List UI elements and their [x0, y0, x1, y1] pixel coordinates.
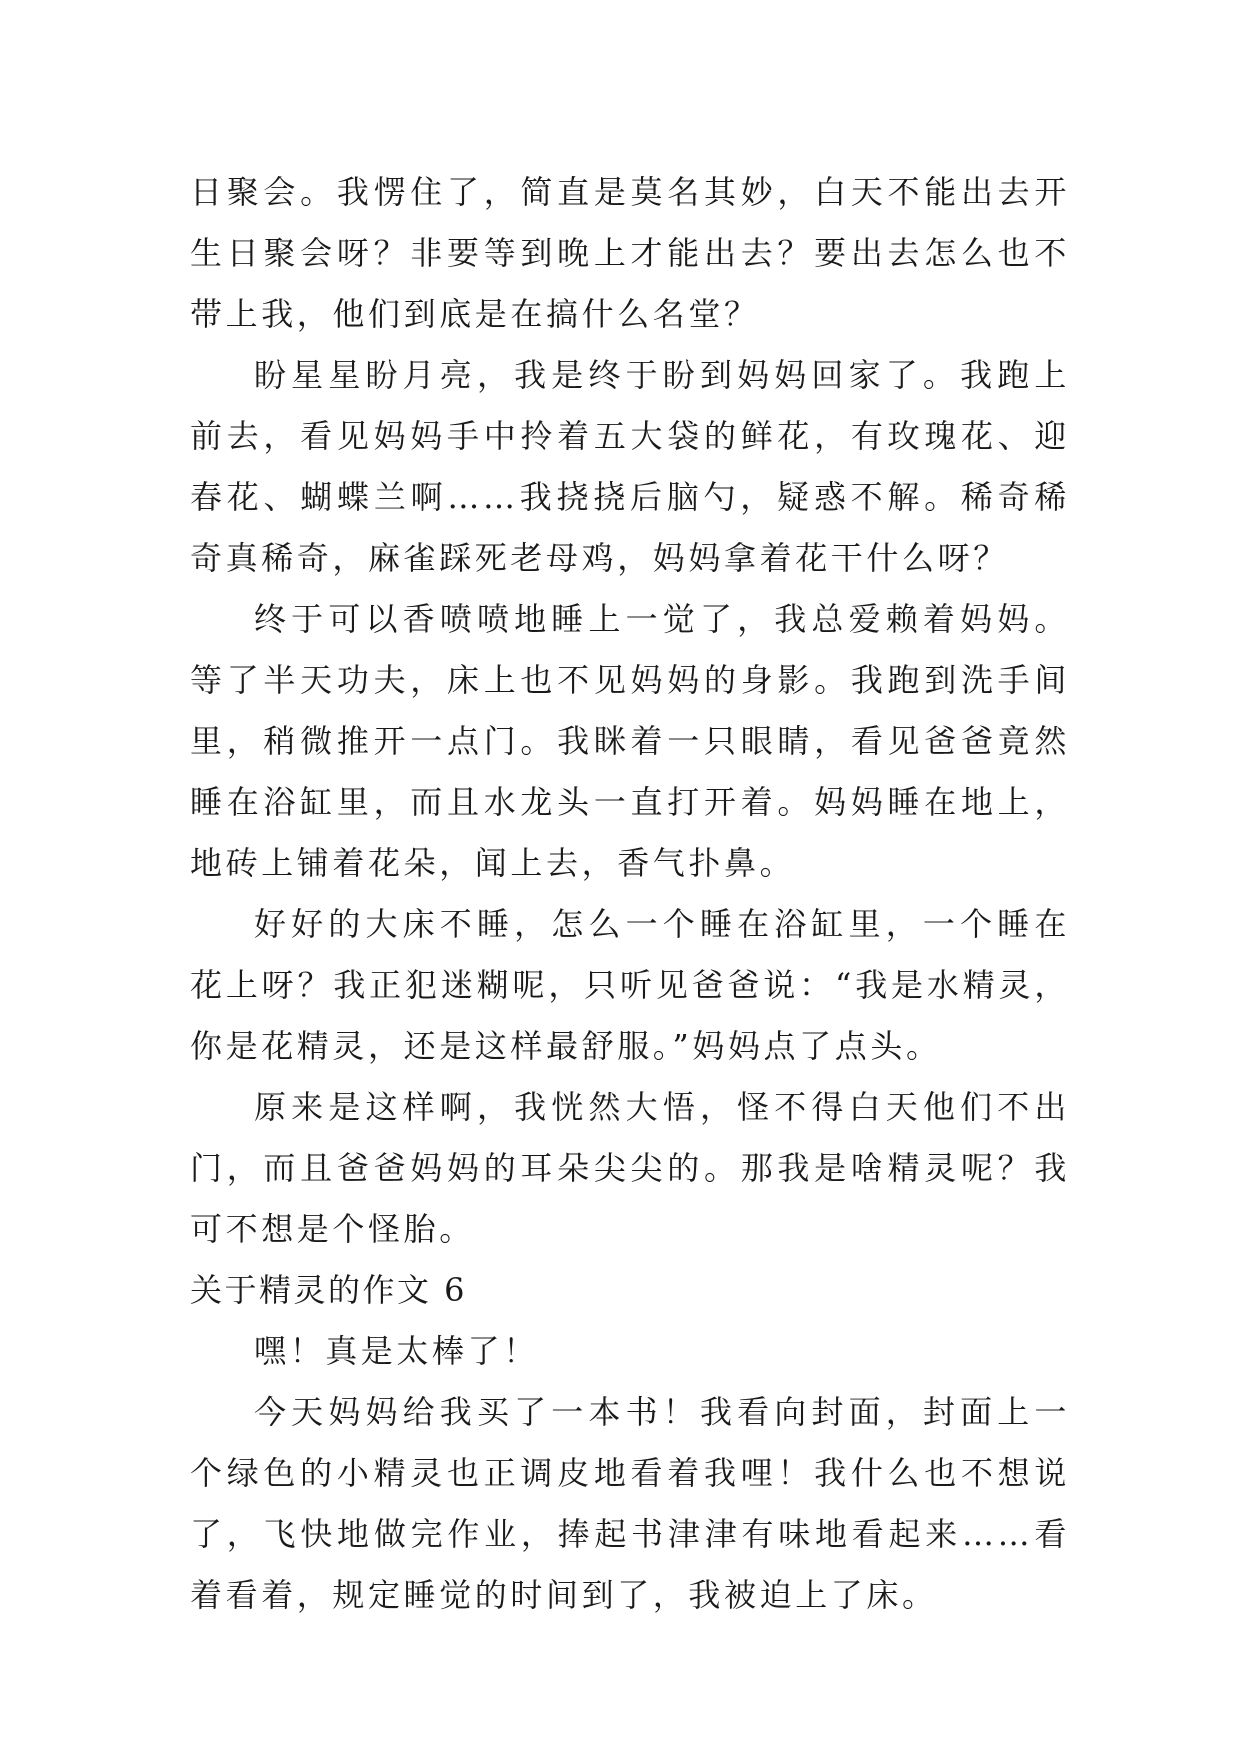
paragraph: 盼星星盼月亮，我是终于盼到妈妈回家了。我跑上前去，看见妈妈手中拎着五大袋的鲜花，有玫瑰花、迎春花、蝴蝶兰啊……我挠挠后脑勺，疑惑不解。稀奇稀奇真稀奇，麻雀踩死老母鸡，妈妈拿着花干什么呀？ [190, 356, 1070, 577]
document-body [190, 162, 1070, 1626]
paragraph: 嘿！真是太棒了！ [254, 1332, 539, 1370]
paragraph: 今天妈妈给我买了一本书！我看向封面，封面上一个绿色的小精灵也正调皮地看着我哩！我什么也不想说了，飞快地做完作业，捧起书津津有味地看起来……看着看着，规定睡觉的时间到了，我被迫上了床。 [190, 1393, 1070, 1614]
paragraph: 好好的大床不睡，怎么一个睡在浴缸里，一个睡在花上呀？我正犯迷糊呢，只听见爸爸说：“我是水精灵，你是花精灵，还是这样最舒服。”妈妈点了点头。 [190, 905, 1070, 1065]
paragraph: 日聚会。我愣住了，简直是莫名其妙，白天不能出去开生日聚会呀？非要等到晚上才能出去？要出去怎么也不带上我，他们到底是在搞什么名堂？ [190, 173, 1070, 333]
paragraph: 原来是这样啊，我恍然大悟，怪不得白天他们不出门，而且爸爸妈妈的耳朵尖尖的。那我是啥精灵呢？我可不想是个怪胎。 [190, 1088, 1070, 1248]
section-title: 关于精灵的作文 6 [190, 1271, 468, 1309]
paragraph: 终于可以香喷喷地睡上一觉了，我总爱赖着妈妈。等了半天功夫，床上也不见妈妈的身影。我跑到洗手间里，稍微推开一点门。我眯着一只眼睛，看见爸爸竟然睡在浴缸里，而且水龙头一直打开着。妈妈睡在地上，地砖上铺着花朵，闻上去，香气扑鼻。 [190, 600, 1070, 882]
